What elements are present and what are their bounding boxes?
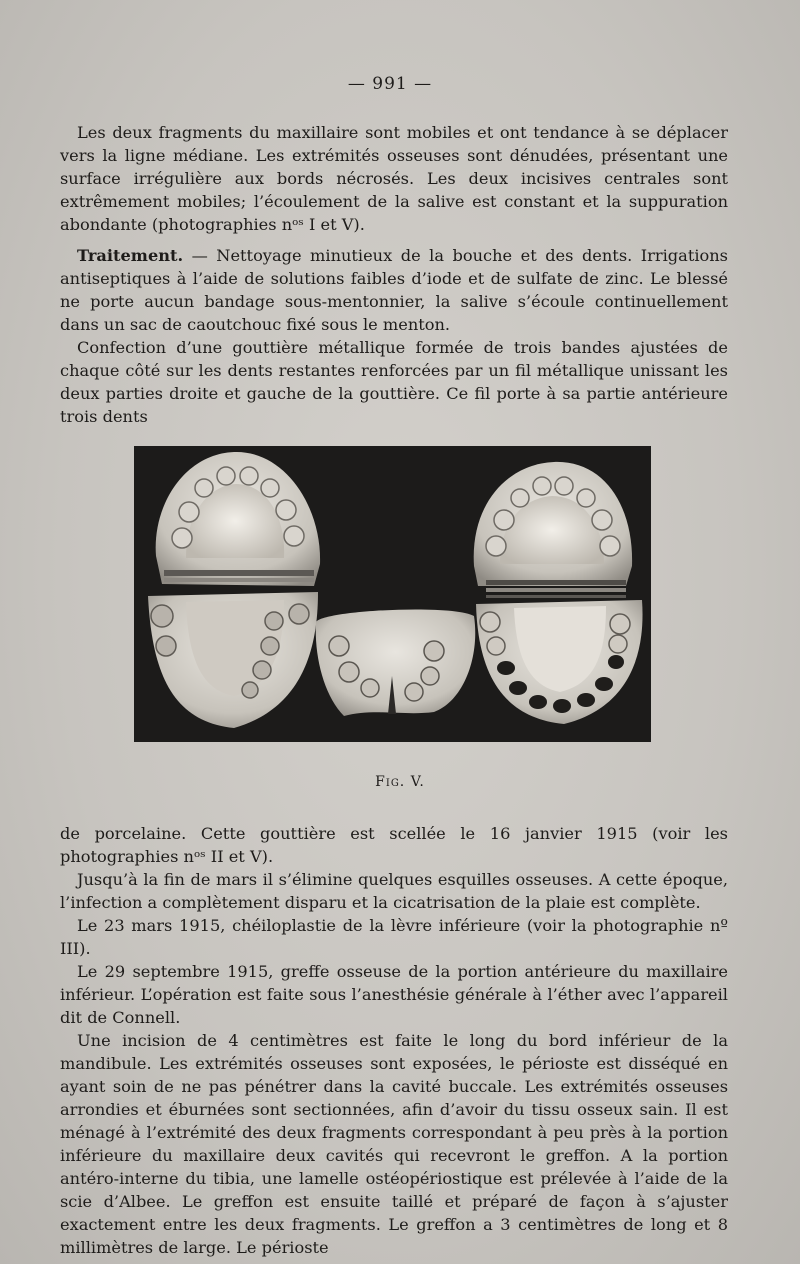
treatment-text: — Nettoyage minutieux de la bouche et des dents. Irrigations antiseptiques à l’aide de solutions faibles d’iode et de sulfate de zinc. Le blessé ne porte aucun bandage sous-mentonnier, la salive s’écoule continuellement dans un sac de caoutchouc fixé sous le menton. bbox=[60, 246, 728, 334]
top-text-block bbox=[60, 121, 728, 428]
paragraph-treatment bbox=[60, 244, 728, 336]
caption-number: V. bbox=[410, 774, 425, 790]
photograph-dental-casts bbox=[134, 446, 651, 742]
paragraph: Confection d’une gouttière métallique formée de trois bandes ajustées de chaque côté sur les dents restantes renforcées par un fil métallique unissant les deux parties droite et gauche de la gouttière. Ce fil porte à sa partie antérieure trois dents bbox=[60, 338, 728, 426]
paragraph: Le 23 mars 1915, chéiloplastie de la lèvre inférieure (voir la photographie nº III). bbox=[60, 916, 728, 958]
bottom-text-block bbox=[60, 822, 728, 1259]
paragraph: Les deux fragments du maxillaire sont mobiles et ont tendance à se déplacer vers la ligne médiane. Les extrémités osseuses sont dénudées, présentant une surface irrégulière aux bords nécrosés. Les deux incisives centrales sont extrêmement mobiles; l’écoulement de la salive est constant et la suppuration abondante (photographies nᵒˢ I et V). bbox=[60, 123, 728, 234]
caption-prefix: Fig. bbox=[375, 774, 406, 790]
paragraph: Une incision de 4 centimètres est faite le long du bord inférieur de la mandibule. Les extrémités osseuses sont exposées, le périoste est disséqué en ayant soin de ne pas pénétrer dans la cavité buccale. Les extrémités osseuses arrondies et éburnées sont sectionnées, afin d’avoir du tissu osseux sain. Il est ménagé à l’extrémité des deux fragments correspondant à peu près à la portion inférieure du maxillaire deux cavités qui recevront le greffon. A la portion antéro-interne du tibia, une lamelle ostéopériostique est prélevée à l’aide de la scie d’Albee. Le greffon est ensuite taillé et préparé de façon à s’ajuster exactement entre les deux fragments. Le greffon a 3 centimètres de long et 8 millimètres de large. Le périoste bbox=[60, 1031, 728, 1257]
treatment-heading: Traitement. bbox=[77, 246, 184, 265]
paragraph: Le 29 septembre 1915, greffe osseuse de la portion antérieure du maxillaire inférieur. L’opération est faite sous l’anesthésie générale à l’éther avec l’appareil dit de Connell. bbox=[60, 962, 728, 1027]
paragraph: Jusqu’à la fin de mars il s’élimine quelques esquilles osseuses. A cette époque, l’infection a complètement disparu et la cicatrisation de la plaie est complète. bbox=[60, 870, 728, 912]
dental-casts-photo bbox=[134, 446, 651, 742]
page-number: — 991 — bbox=[347, 74, 433, 94]
paragraph: de porcelaine. Cette gouttière est scellée le 16 janvier 1915 (voir les photographies nᵒˢ II et V). bbox=[60, 824, 728, 866]
figure-caption bbox=[0, 774, 800, 790]
